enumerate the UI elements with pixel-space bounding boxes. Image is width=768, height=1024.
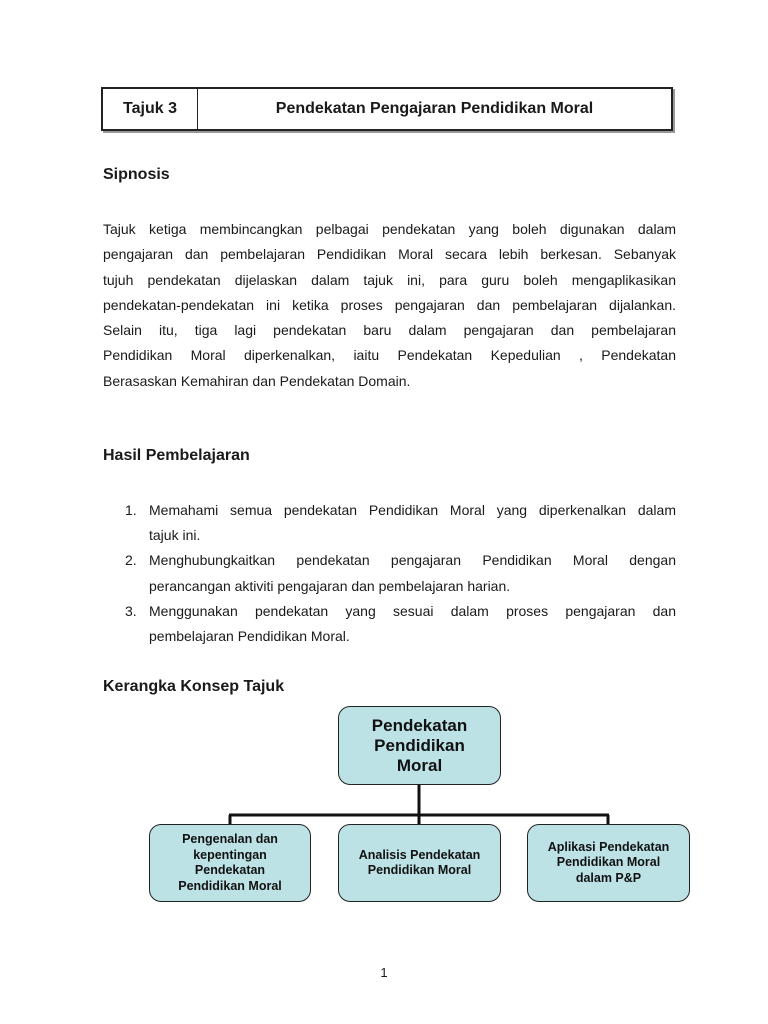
- child-node-line: Pengenalan dan: [182, 832, 278, 846]
- child-node-line: dalam P&P: [575, 870, 642, 885]
- synopsis-line: pendekatan-pendekatan ini ketika proses pengajaran dan pembelajaran dijalankan.: [103, 296, 676, 313]
- list-item-line: Memahami semua pendekatan Pendidikan Moral yang diperkenalkan dalam: [149, 502, 676, 518]
- child-node-line: Aplikasi Pendekatan: [547, 839, 670, 854]
- list-item-number: 3.: [125, 602, 137, 619]
- synopsis-paragraph: [103, 217, 676, 394]
- child-node-line: kepentingan: [193, 847, 267, 862]
- synopsis-line: Tajuk ketiga membincangkan pelbagai pendekatan yang boleh digunakan dalam: [103, 221, 676, 237]
- root-node-line: Pendekatan: [371, 715, 468, 735]
- framework-root-node: [338, 706, 501, 785]
- synopsis-line: Berasaskan Kemahiran dan Pendekatan Domain.: [103, 372, 411, 389]
- list-item-line: Menghubungkaitkan pendekatan pengajaran Pendidikan Moral dengan: [149, 552, 676, 569]
- topic-header-table: [101, 87, 673, 131]
- child-node-line: Pendekatan: [194, 863, 266, 877]
- child-node-line: Pendidikan Moral: [367, 863, 472, 877]
- list-item: [103, 498, 676, 548]
- list-item-line: perancangan aktiviti pengajaran dan pembelajaran harian.: [149, 577, 511, 594]
- list-item: [103, 548, 676, 598]
- outcomes-heading: Hasil Pembelajaran: [103, 447, 250, 464]
- child-node-line: Analisis Pendekatan: [358, 847, 481, 862]
- topic-title: Pendekatan Pengajaran Pendidikan Moral: [275, 100, 594, 117]
- synopsis-heading: Sipnosis: [103, 166, 170, 183]
- root-node-line: Moral: [396, 755, 443, 775]
- framework-child-node: [338, 824, 501, 902]
- list-item-line: Menggunakan pendekatan yang sesuai dalam proses pengajaran dan: [149, 602, 676, 619]
- framework-child-node: [149, 824, 311, 902]
- page-number: 1: [380, 965, 388, 980]
- list-item-number: 2.: [125, 552, 137, 569]
- framework-heading: Kerangka Konsep Tajuk: [103, 678, 285, 695]
- root-node-line: Pendidikan: [374, 735, 465, 755]
- synopsis-line: Pendidikan Moral diperkenalkan, iaitu Pendekatan Kepedulian , Pendekatan: [103, 347, 676, 364]
- framework-child-node: [527, 824, 690, 902]
- list-item-number: 1.: [125, 502, 137, 518]
- child-node-line: Pendidikan Moral: [178, 878, 282, 893]
- synopsis-line: tujuh pendekatan dijelaskan dalam tajuk ini, para guru boleh mengaplikasikan: [103, 271, 676, 288]
- list-item-line: pembelajaran Pendidikan Moral.: [149, 628, 350, 645]
- topic-label: Tajuk 3: [103, 89, 198, 129]
- synopsis-line: pengajaran dan pembelajaran Pendidikan Moral secara lebih berkesan. Sebanyak: [103, 246, 676, 263]
- child-node-line: Pendidikan Moral: [556, 855, 661, 870]
- list-item: [103, 599, 676, 649]
- synopsis-line: Selain itu, tiga lagi pendekatan baru dalam pengajaran dan pembelajaran: [103, 322, 676, 339]
- outcomes-list: [103, 498, 676, 649]
- list-item-line: tajuk ini.: [149, 527, 201, 544]
